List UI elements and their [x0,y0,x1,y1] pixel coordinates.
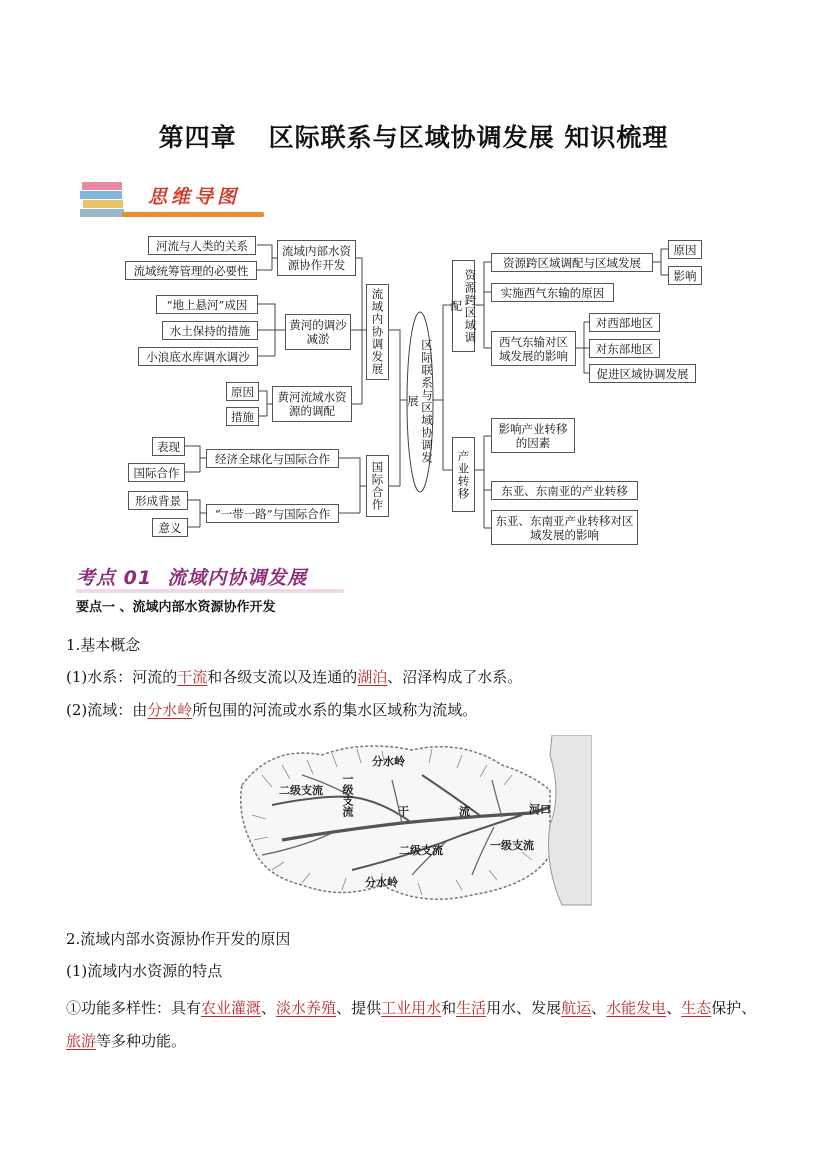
mm-sub-belt-road: “一带一路”与国际合作 [206,504,339,523]
mm-branch-resource-allocation: 资源跨区域调配 [452,260,475,352]
river-basin-drawing [232,735,592,915]
paragraph-functions: ①功能多样性：具有农业灌溉、淡水养殖、提供工业用水和生活用水、发展航运、水能发电、生态保护、旅游等多种功能。 [66,999,757,1050]
paragraph-basin: (2)流域：由分水岭所包围的河流或水系的集水区域称为流域。 [66,701,478,719]
mm-branch-intl-cooperation: 国际合作 [366,455,389,517]
mindmap-banner-label: 思维导图 [148,186,241,208]
mm-leaf-r-effect: 影响 [668,266,702,285]
mm-leaf-suspended-river: “地上悬河”成因 [156,295,258,314]
term-lake: 湖泊 [357,668,388,686]
map-label-secondary-left: 二级支流 [279,784,323,797]
map-label-primary-right: 一级支流 [490,839,534,852]
mm-leaf-river-human: 河流与人类的关系 [148,236,256,255]
mm-leaf-soil-conservation: 水土保持的措施 [162,321,258,340]
mm-leaf-intl-coop: 国际合作 [128,463,185,482]
mm-leaf-xiaolangdi: 小浪底水库调水调沙 [138,347,258,366]
mm-sub-resource-regional-dev: 资源跨区域调配与区域发展 [491,253,653,272]
mm-leaf-measure: 措施 [226,407,259,426]
heading-basic-concept: 1.基本概念 [66,636,141,654]
term-irrigation: 农业灌溉 [201,999,262,1017]
mm-leaf-reason: 原因 [226,382,259,401]
map-label-watershed-bottom: 分水岭 [365,876,398,889]
term-hydropower: 水能发电 [606,999,667,1017]
mm-sub-transfer-factors: 影响产业转移的因素 [491,418,575,453]
mm-leaf-r-reason: 原因 [668,240,702,259]
mm-branch-basin-coordination: 流域内协调发展 [366,284,389,380]
map-label-watershed-top: 分水岭 [372,755,405,768]
mm-leaf-significance: 意义 [152,518,188,537]
term-aquaculture: 淡水养殖 [276,999,337,1017]
term-tourism: 旅游 [66,1032,97,1050]
mm-sub-east-asia-effect: 东亚、东南亚产业转移对区域发展的影响 [491,510,638,545]
section-banner: 考点 01 流域内协调发展 [76,567,308,589]
term-watershed: 分水岭 [147,701,193,719]
map-label-secondary-bottom: 二级支流 [399,844,443,857]
map-label-river-mouth: 河口 [529,803,551,816]
map-label-primary-top: 一级支流 [341,773,354,817]
mm-leaf-basin-management: 流域统筹管理的必要性 [125,261,257,280]
mm-sub-east-asia-transfer: 东亚、东南亚的产业转移 [491,481,638,500]
mm-leaf-background: 形成背景 [128,491,188,510]
term-shipping: 航运 [561,999,592,1017]
heading-reasons: 2.流域内部水资源协作开发的原因 [66,930,291,948]
chapter-title: 区际联系与区域协调发展 知识梳理 [268,123,669,152]
mindmap-center: 区际联系与区域协调发展 [406,338,434,464]
key-point-heading: 要点一 、流域内部水资源协作开发 [76,600,276,615]
term-domestic: 生活 [456,999,487,1017]
mm-sub-globalization: 经济全球化与国际合作 [206,449,339,468]
mm-branch-industry-transfer: 产业转移 [452,437,475,512]
mm-leaf-west-region: 对西部地区 [589,313,660,332]
mm-leaf-coordination: 促进区域协调发展 [589,364,696,383]
river-basin-map [232,735,592,915]
mm-sub-west-east-reason: 实施西气东输的原因 [491,283,614,302]
mm-sub-west-east-effect: 西气东输对区域发展的影响 [491,331,576,366]
mindmap-connectors [0,0,827,560]
heading-water-features: (1)流域内水资源的特点 [66,962,223,980]
mm-sub-yellow-river-allocation: 黄河流域水资源的调配 [272,386,352,422]
mm-sub-yellow-river-sediment: 黄河的调沙减淤 [285,314,351,350]
term-industrial-water: 工业用水 [381,999,442,1017]
map-label-main-stream: 干流 [398,805,520,818]
mm-leaf-east-region: 对东部地区 [589,339,660,358]
mm-sub-water-cooperation: 流域内部水资源协作开发 [277,240,356,276]
mm-leaf-performance: 表现 [152,437,185,456]
term-ecology: 生态 [681,999,712,1017]
term-main-stream: 干流 [177,668,208,686]
paragraph-water-system: (1)水系：河流的干流和各级支流以及连通的湖泊、沼泽构成了水系。 [66,668,523,686]
chapter-number: 第四章 [158,123,237,152]
